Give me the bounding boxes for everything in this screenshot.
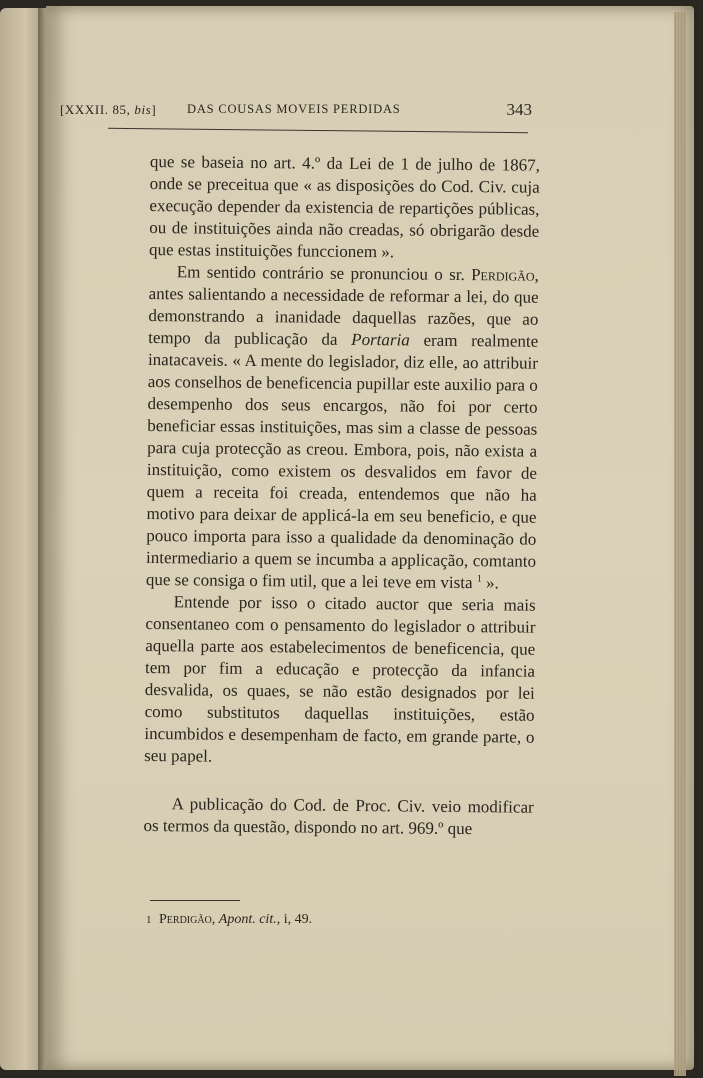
- footnote-ref: , i, 49.: [276, 912, 313, 927]
- running-header: [60, 100, 530, 122]
- chapter-title: DAS COUSAS MOVEIS PERDIDAS: [187, 102, 401, 116]
- footnote-author: Perdigão: [159, 912, 212, 927]
- paragraph: [149, 151, 540, 265]
- paragraph: [144, 591, 536, 771]
- text-segment: Entende por isso o citado auctor que seria mais consentaneo com o pensamento do legislador o attribuir aquella parte aos estabelecimentos de beneficencia, que tem por fim a educação e protecção da infancia desvalida, os quaes, se não estão designados por lei como substitutos daquellas instituições, estão incumbidos e desempenham de facto, em grande parte, o seu papel.: [144, 592, 536, 766]
- paragraph: [143, 793, 533, 841]
- section-ref-italic: bis: [134, 102, 152, 117]
- text-segment: Portaria: [351, 329, 410, 350]
- section-ref-close: ]: [151, 102, 157, 117]
- paragraph: [146, 261, 539, 595]
- body-text: [143, 151, 540, 841]
- text-segment: que se baseia no art. 4.º da Lei de 1 de julho de 1867, onde se preceitua que « as disposições do Cod. Civ. cuja execução depender da existencia de repartições públicas, ou de instituições ainda não creadas, só obrigarão desde que estas instituições funccionem ».: [148, 151, 540, 262]
- footnote-number: 1: [146, 914, 152, 926]
- page-stack-edge: [674, 12, 686, 1076]
- footnote-work: Apont. cit.: [218, 912, 277, 927]
- text-segment: Perdigão: [471, 265, 535, 285]
- text-segment: ».: [481, 573, 499, 593]
- text-segment: eram realmente inatacaveis. « A mente do legislador, diz elle, ao attribuir aos conselhos de beneficencia pupillar este auxilio para o desempenho dos seus encargos, não foi por certo beneficiar essas instituições, mas sim a classe de pessoas para cuja protecção as creou. Embora, pois, não exista a instituição, como existem os desvalidos em favor de quem a receita foi creada, entendemos que não ha motivo para deixar de applicá-la em seu beneficio, e que pouco importa para isso a qualidade da denominação do intermediario a quem se incumba a applicação, comtanto que se consiga o fim util, que a lei teve em vista: [145, 330, 539, 593]
- page-number: 343: [506, 100, 532, 119]
- text-segment: A publicação do Cod. de Proc. Civ. veio modificar os termos da questão, dispondo no art. 969.º que: [143, 794, 534, 839]
- footnote-marker: 1: [476, 573, 482, 585]
- section-reference: [60, 102, 156, 118]
- section-ref-text: [XXXII. 85,: [60, 102, 131, 117]
- text-segment: Em sentido contrário se pronunciou o sr.: [176, 262, 472, 285]
- footnote: 1 Perdigão, Apont. cit., i, 49.: [146, 912, 313, 927]
- footnote-rule: [150, 900, 240, 901]
- text-segment: , antes salientando a necessidade de reformar a lei, do que demonstrando a inanidade daquellas razões, que ao tempo da publicação da: [148, 265, 539, 349]
